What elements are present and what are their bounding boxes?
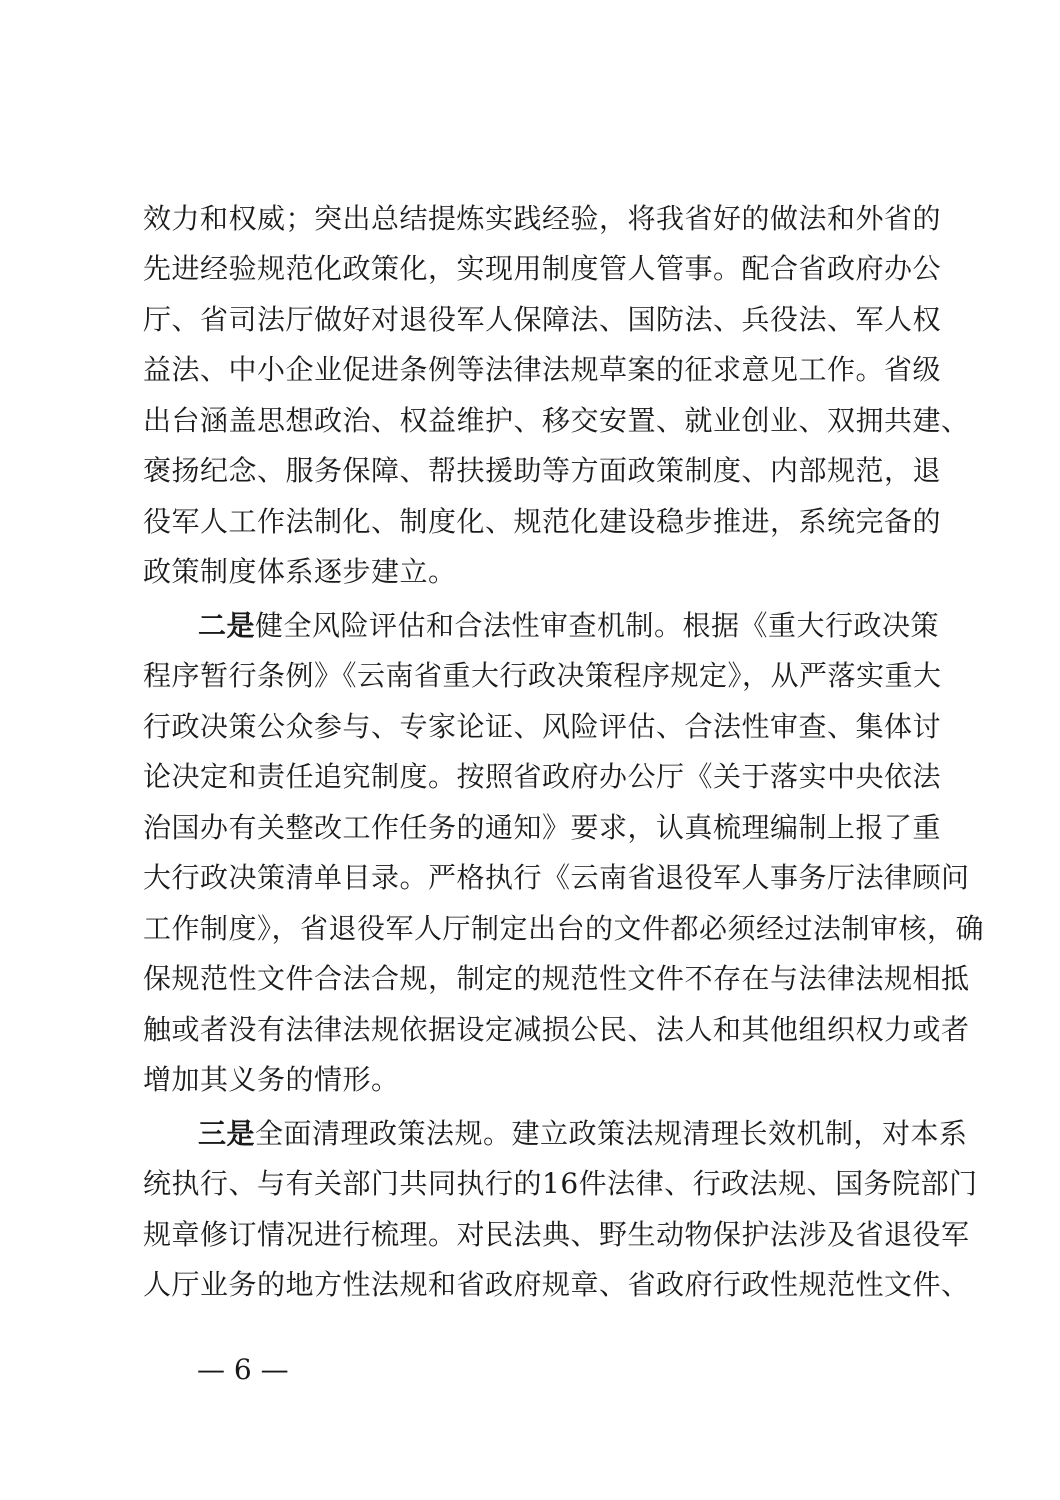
paragraph-2-lead: 二是 (198, 609, 256, 642)
paragraph-3-first-line (198, 1108, 968, 1160)
paragraph-2-line: 程序暂行条例》《云南省重大行政决策程序规定》，从严落实重大 (143, 659, 942, 692)
paragraph-2-line: 论决定和责任追究制度。按照省政府办公厅《关于落实中央依法 (143, 760, 942, 793)
paragraph-3-line: 统执行、与有关部门共同执行的16件法律、行政法规、国务院部门 (143, 1167, 978, 1200)
paragraph-2-line: 行政决策公众参与、专家论证、风险评估、合法性审查、集体讨 (143, 710, 942, 743)
paragraph-3-line: 规章修订情况进行梳理。对民法典、野生动物保护法涉及省退役军 (143, 1218, 970, 1251)
paragraph-2-line: 增加其义务的情形。 (143, 1063, 400, 1096)
paragraph-1-line: 厅、省司法厅做好对退役军人保障法、国防法、兵役法、军人权 (143, 303, 942, 336)
paragraph-1-line: 褒扬纪念、服务保障、帮扶援助等方面政策制度、内部规范，退 (143, 454, 942, 487)
paragraph-2-line: 大行政决策清单目录。严格执行《云南省退役军人事务厅法律顾问 (143, 861, 970, 894)
paragraph-2-line: 治国办有关整改工作任务的通知》要求，认真梳理编制上报了重 (143, 811, 942, 844)
paragraph-2-line: 保规范性文件合法合规，制定的规范性文件不存在与法律法规相抵 (143, 962, 970, 995)
paragraph-2-line: 触或者没有法律法规依据设定减损公民、法人和其他组织权力或者 (143, 1013, 970, 1046)
paragraph-1-line: 出台涵盖思想政治、权益维护、移交安置、就业创业、双拥共建、 (143, 404, 970, 437)
paragraph-2-line: 工作制度》，省退役军人厅制定出台的文件都必须经过法制审核，确 (143, 912, 985, 945)
paragraph-2-first-line-text: 健全风险评估和合法性审查机制。根据《重大行政决策 (255, 609, 940, 642)
paragraph-1-line: 政策制度体系逐步建立。 (143, 555, 457, 588)
paragraph-1-line: 效力和权威；突出总结提炼实践经验，将我省好的做法和外省的 (143, 202, 942, 235)
paragraph-3-line: 人厅业务的地方性法规和省政府规章、省政府行政性规范性文件、 (143, 1268, 970, 1301)
paragraph-3-first-line-text: 全面清理政策法规。建立政策法规清理长效机制，对本系 (255, 1117, 968, 1150)
paragraph-2-first-line (198, 600, 940, 652)
paragraph-3-lead: 三是 (198, 1117, 256, 1150)
paragraph-1-line: 先进经验规范化政策化，实现用制度管人管事。配合省政府办公 (143, 252, 942, 285)
page-number: — 6 — (197, 1353, 289, 1386)
paragraph-1-line: 役军人工作法制化、制度化、规范化建设稳步推进，系统完备的 (143, 505, 942, 538)
paragraph-1-line: 益法、中小企业促进条例等法律法规草案的征求意见工作。省级 (143, 353, 942, 386)
